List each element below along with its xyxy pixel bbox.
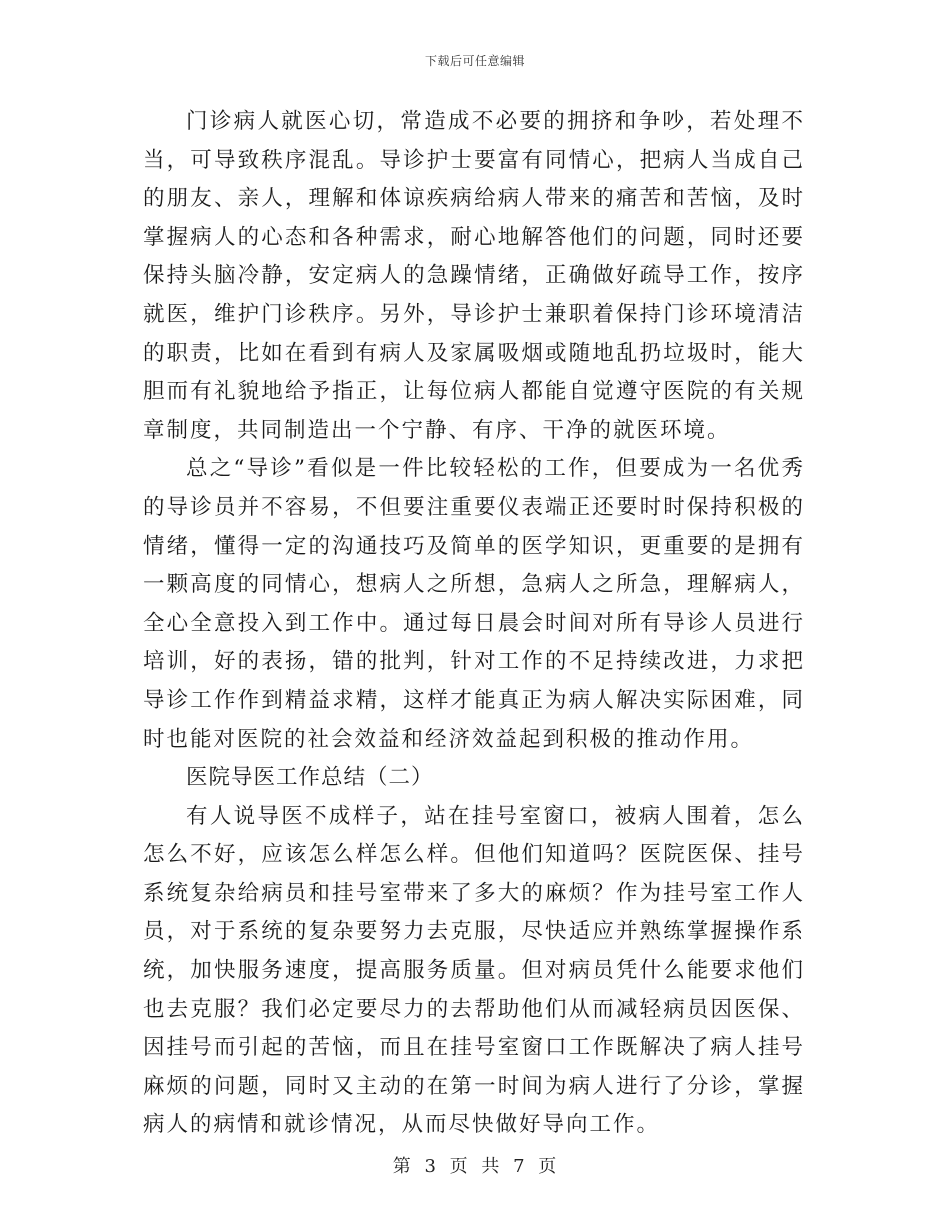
page-number: 第 3 页 共 7 页 [392, 1156, 558, 1177]
paragraph-3: 有人说导医不成样子，站在挂号室窗口，被病人围着，怎么怎么不好，应该怎么样怎么样。但他们知道吗？医院医保、挂号系统复杂给病员和挂号室带来了多大的麻烦？作为挂号室工作人员，对于系统的复杂要努力去克服，尽快适应并熟练掌握操作系统，加快服务速度，提高服务质量。但对病员凭什么能要求他们也去克服？我们必定要尽力的去帮助他们从而减轻病员因医保、因挂号而引起的苦恼，而且在挂号室窗口工作既解决了病人挂号麻烦的问题，同时又主动的在第一时间为病人进行了分诊，掌握病人的病情和就诊情况，从而尽快做好导向工作。 [143, 803, 805, 1138]
section-title: 医院导医工作总结（二） [186, 765, 434, 791]
paragraph-1: 门诊病人就医心切，常造成不必要的拥挤和争吵，若处理不当，可导致秩序混乱。导诊护士要富有同情心，把病人当成自己的朋友、亲人，理解和体谅疾病给病人带来的痛苦和苦恼，及时掌握病人的心态和各种需求，耐心地解答他们的问题，同时还要保持头脑冷静，安定病人的急躁情绪，正确做好疏导工作，按序就医，维护门诊秩序。另外，导诊护士兼职着保持门诊环境清洁的职责，比如在看到有病人及家属吸烟或随地乱扔垃圾时，能大胆而有礼貌地给予指正，让每位病人都能自觉遵守医院的有关规章制度，共同制造出一个宁静、有序、干净的就医环境。 [143, 109, 805, 443]
paragraph-2: 总之“导诊”看似是一件比较轻松的工作，但要成为一名优秀的导诊员并不容易，不但要注重要仪表端正还要时时保持积极的情绪，懂得一定的沟通技巧及简单的医学知识，更重要的是拥有一颗高度的同情心，想病人之所想，急病人之所急，理解病人，全心全意投入到工作中。通过每日晨会时间对所有导诊人员进行培训，好的表扬，错的批判，针对工作的不足持续改进，力求把导诊工作作到精益求精，这样才能真正为病人解决实际困难，同时也能对医院的社会效益和经济效益起到积极的推动作用。 [143, 456, 805, 752]
document-body [143, 103, 805, 1145]
page-header: 下载后可任意编辑 [424, 54, 525, 68]
